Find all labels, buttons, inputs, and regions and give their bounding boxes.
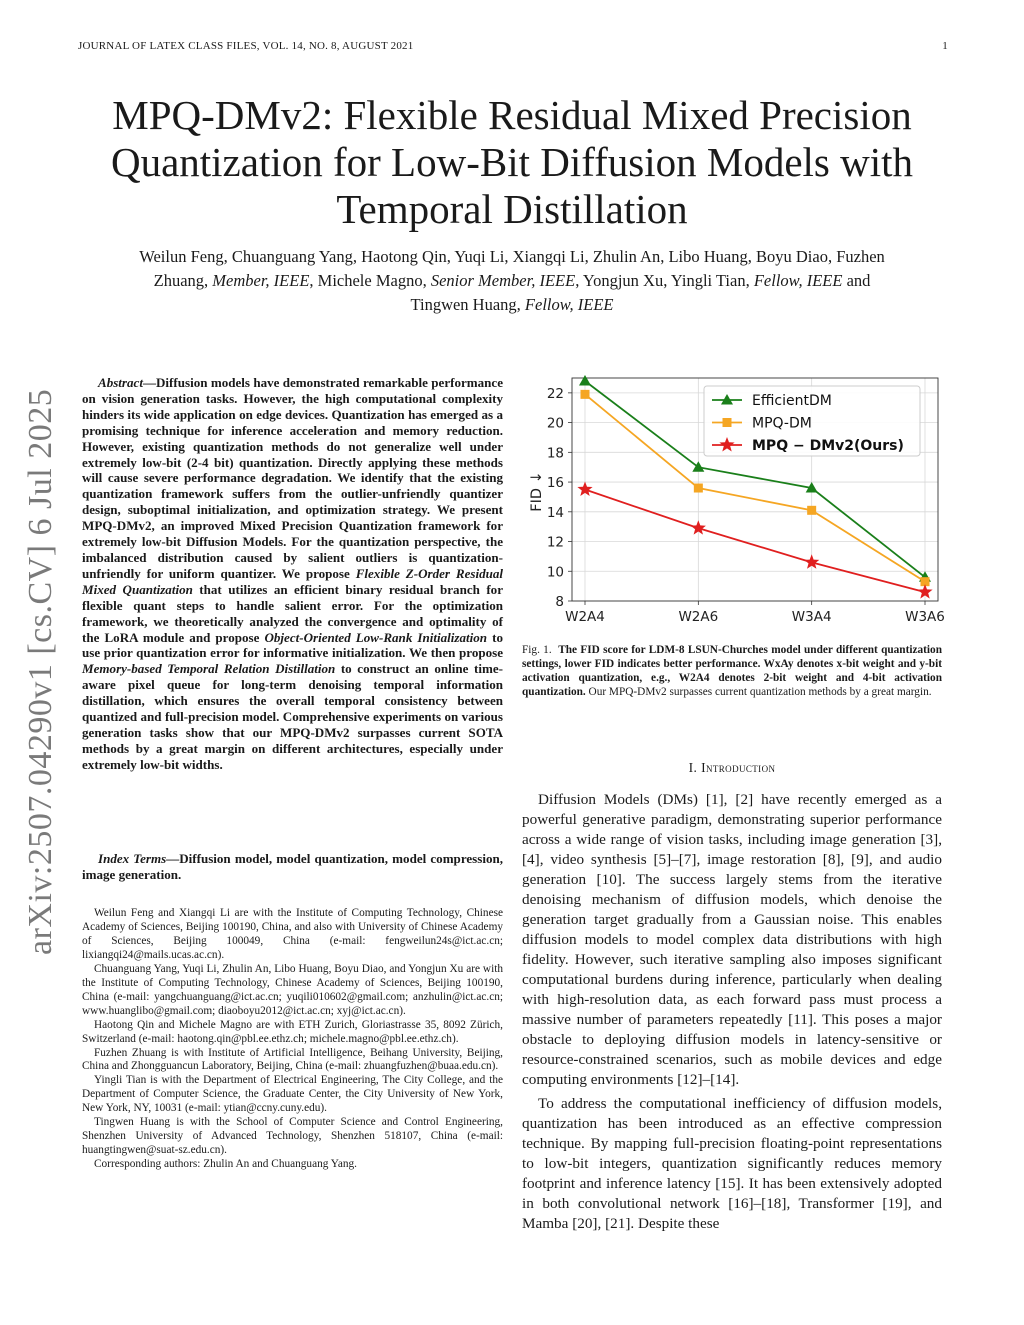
author-line: Tingwen Huang, Fellow, IEEE [410,295,614,314]
paper-title: MPQ-DMv2: Flexible Residual Mixed Precision Quantization for Low-Bit Diffusion Models with Temporal Distillation [110,92,914,232]
y-tick-label: 18 [546,445,564,462]
x-tick-label: W3A4 [791,609,832,625]
paragraph: To address the computational inefficiency of diffusion models, quantization has been introduced as an effective compression technique. By mapping full-precision floating-point representations to low-bit integers, quantization significantly reduces memory footprint and inference latency [15]. It has been extensively adopted in both convolutional network [16]–[18], Transformer [19], and Mamba [20], [21]. Despite these [522,1095,942,1232]
x-tick-label: W3A6 [905,609,945,625]
footnote: Weilun Feng and Xiangqi Li are with the Institute of Computing Technology, Chinese Academy of Sciences, Beijing 100190, China, and also with University of Chinese Academy of Sciences, Beijing 100049, China (e-mail: fengweilun24s@ict.ac.cn; lixiangqi24@mails.ucas.ac.cn). [82,907,503,961]
y-tick-label: 22 [546,385,564,402]
introduction-body [522,790,942,1238]
journal-line: JOURNAL OF LATEX CLASS FILES, VOL. 14, NO. 8, AUGUST 2021 [78,40,414,52]
page-number: 1 [942,40,948,52]
x-tick-label: W2A6 [678,609,719,625]
y-tick-label: 16 [546,475,564,492]
data-point [581,390,590,399]
y-tick-label: 14 [546,504,564,521]
arxiv-stamp[interactable]: arXiv:2507.04290v1 [cs.CV] 6 Jul 2025 [22,388,59,955]
abstract-label: Abstract [98,375,143,390]
y-tick-label: 8 [555,594,564,610]
index-terms: Index Terms—Diffusion model, model quantization, model compression, image generation. [82,851,503,882]
y-tick-label: 12 [546,534,564,551]
footnote: Corresponding authors: Zhulin An and Chuanguang Yang. [94,1158,357,1171]
figure-1 [522,375,946,625]
data-point [807,506,816,515]
author-list [70,245,954,317]
legend-label: MPQ-DM [752,415,812,432]
footnote: Chuanguang Yang, Yuqi Li, Zhulin An, Libo Huang, Boyu Diao, and Yongjun Xu are with the Institute of Computing Technology, Chinese Academy of Sciences, Beijing 100190, China (e-mail: yangchuanguang@ict.ac.cn; yuqili010602@gmail.com; anzhulin@ict.ac.cn; www.huanglibo@gmail.com; diaoboyu2012@ict.ac.cn; xyj@ict.ac.cn). [82,962,503,1017]
x-tick-label: W2A4 [565,609,605,625]
abstract: Abstract—Diffusion models have demonstrated remarkable performance on vision generation tasks. However, the high computational complexity hinders its wide application on edge devices. Quantization has emerged as a promising technique for inference acceleration and memory reduction. However, existing quantization methods do not generalize well under extremely low-bit (2-4 bit) quantization. Directly applying these methods will cause severe performance degradation. We identify that the existing quantization framework suffers from the outlier-unfriendly quantizer design, suboptimal initialization, and optimization strategy. We present MPQ-DMv2, an improved Mixed Precision Quantization framework for extremely low-bit Diffusion Models. For the quantization perspective, the imbalanced distribution caused by salient outliers is quantization-unfriendly for uniform quantizer. We propose Flexible Z-Order Residual Mixed Quantization that utilizes an efficient binary residual branch for flexible quant steps to handle salient error. For the optimization framework, we theoretically analyzed the convergence and optimality of the LoRA module and propose Object-Oriented Low-Rank Initialization to use prior quantization error for informative initialization. We then propose Memory-based Temporal Relation Distillation to construct an online time-aware pixel queue for long-term denoising temporal information distillation, which ensures the overall temporal consistency between quantized and full-precision model. Comprehensive experiments on various generation tasks show that our MPQ-DMv2 surpasses current SOTA methods by a great margin on different architectures, especially under extremely low-bit widths. [82,375,503,772]
y-axis-label: FID ↓ [529,471,545,512]
footnote: Yingli Tian is with the Department of Electrical Engineering, The City College, and the Department of Computer Science, the Graduate Center, the City University of New York, New York, NY, 10031 (e-mail: ytian@ccny.cuny.edu). [82,1074,503,1115]
affiliation-footnotes [82,907,503,1172]
footnote: Haotong Qin and Michele Magno are with ETH Zurich, Gloriastrasse 35, 8092 Zürich, Switzerland (e-mail: haotong.qin@pbl.ee.ethz.ch; michele.magno@pbl.ee.ethz.ch). [82,1018,503,1045]
fid-line-chart [522,375,946,625]
footnote: Tingwen Huang is with the School of Computer Science and Control Engineering, Shenzhen University of Advanced Technology, Shenzhen 518107, China (e-mail: huangtingwen@suat-sz.edu.cn). [82,1116,503,1157]
paragraph: Diffusion Models (DMs) [1], [2] have recently emerged as a powerful generative paradigm, demonstrating superior performance across a wide range of vision tasks, including image generation [3], [4], video synthesis [5]–[7], image restoration [8], [9], and audio generation [10]. The success largely stems from the iterative denoising mechanism of diffusion models, which denoise the generation target gradually from a Gaussian noise. This enables diffusion models to model complex data distributions with high fidelity. However, such iterative sampling also imposes significant computational burdens during inference, particularly when dealing with high-resolution data, as each forward pass must process a massive number of parameters repeatedly [11]. This poses a major obstacle to deploying diffusion models in latency-sensitive or resource-constrained scenarios, such as mobile devices and edge computing environments [12]–[14]. [522,791,942,1088]
y-tick-label: 10 [546,564,564,581]
legend-label: EfficientDM [752,393,832,409]
legend-marker [723,418,732,427]
section-heading: I. Introduction [688,760,776,775]
running-head [78,40,948,52]
figure-caption: Fig. 1. The FID score for LDM-8 LSUN-Churches model under different quantization settings, lower FID indicates better performance. WxAy denotes x-bit weight and y-bit activation quantization, e.g., W2A4 denotes 2-bit weight and 4-bit activation quantization. Our MPQ-DMv2 surpasses current quantization methods by a great margin. [522,644,942,698]
author-line: Weilun Feng, Chuanguang Yang, Haotong Qin, Yuqi Li, Xiangqi Li, Zhulin An, Libo Huang, Boyu Diao, Fuzhen [139,247,885,266]
data-point [694,484,703,493]
legend-label: MPQ − DMv2(Ours) [752,438,904,454]
author-line: Zhuang, Member, IEEE, Michele Magno, Senior Member, IEEE, Yongjun Xu, Yingli Tian, Fellow, IEEE and [153,271,871,290]
footnote: Fuzhen Zhuang is with Institute of Artificial Intelligence, Beihang University, Beijing, China and Zhongguancun Laboratory, Beijing, China (e-mail: zhuangfuzhen@buaa.edu.cn). [82,1046,503,1073]
y-tick-label: 20 [546,415,564,432]
